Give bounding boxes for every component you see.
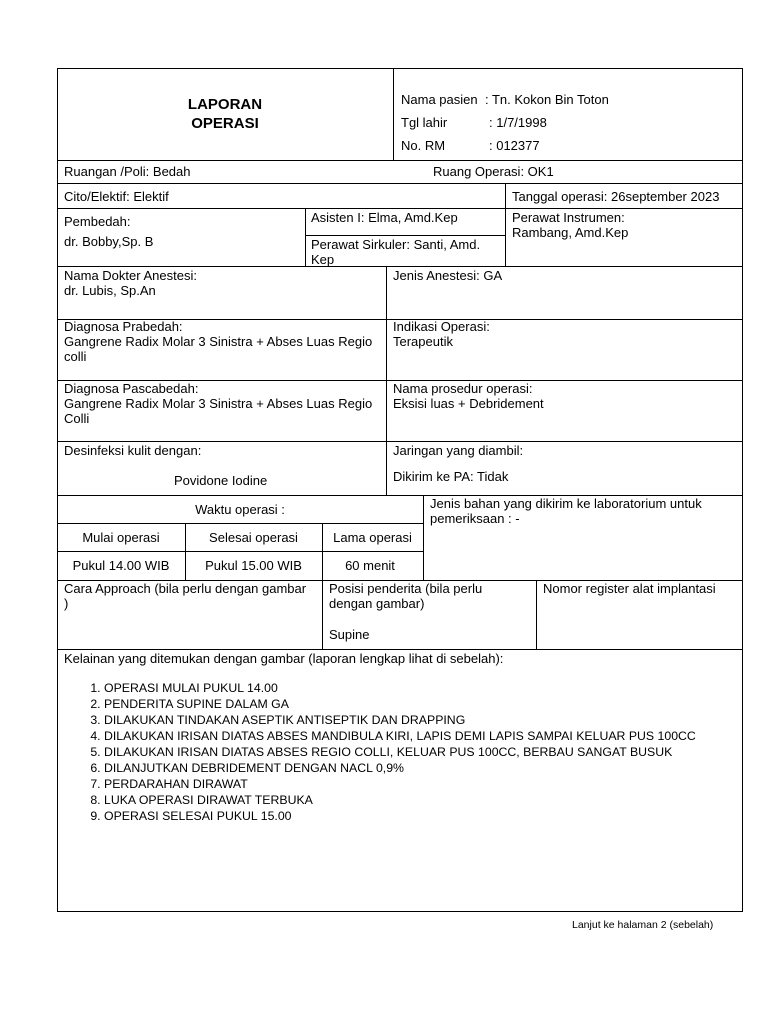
patient-name-value: : Tn. Kokon Bin Toton [485,92,609,107]
list-item: 3. DILAKUKAN TINDAKAN ASEPTIK ANTISEPTIK DAN DRAPPING [104,712,768,728]
patient-name-label: Nama pasien [401,92,478,107]
diagnosa-pra-label: Diagnosa Prabedah: [64,319,183,334]
lama-operasi-label: Lama operasi [333,530,412,545]
report-title-line1: LAPORAN [187,96,263,113]
dokter-anestesi-label: Nama Dokter Anestesi: [64,268,197,283]
desinfeksi-value: Povidone Iodine [174,473,268,488]
mulai-operasi-value: Pukul 14.00 WIB [72,558,170,573]
row-divider [57,160,743,161]
cell-divider [305,235,505,236]
selesai-operasi-value: Pukul 15.00 WIB [205,558,302,573]
perawat-instrumen-label: Perawat Instrumen: [512,210,625,225]
findings-list [58,680,768,824]
report-title-line2: OPERASI [191,115,259,132]
list-item: 6. DILANJUTKAN DEBRIDEMENT DENGAN NACL 0,9% [104,760,768,776]
pembedah-label: Pembedah: [64,214,131,229]
pembedah-value: dr. Bobby,Sp. B [64,234,154,249]
diagnosa-pra-value: Gangrene Radix Molar 3 Sinistra + Abses Luas Regio colli [64,334,373,364]
col-divider [305,208,306,266]
continue-note: Lanjut ke halaman 2 (sebelah) [572,919,714,931]
waktu-operasi-label: Waktu operasi : [195,502,285,517]
col-divider [505,183,506,266]
posisi-penderita-label: Posisi penderita (bila perlu dengan gambar) [329,581,483,611]
asisten-field: Asisten I: Elma, Amd.Kep [311,210,458,225]
list-item: 4. DILAKUKAN IRISAN DIATAS ABSES MANDIBULA KIRI, LAPIS DEMI LAPIS SAMPAI KELUAR PUS 100CC [104,728,768,744]
cell-divider [57,523,423,524]
posisi-penderita-value: Supine [329,627,370,642]
ruangan-field: Ruangan /Poli: Bedah [64,164,191,179]
lama-operasi-value: 60 menit [345,558,395,573]
prosedur-label: Nama prosedur operasi: [393,381,533,396]
diagnosa-pasca-label: Diagnosa Pascabedah: [64,381,199,396]
dokter-anestesi-value: dr. Lubis, Sp.An [64,283,156,298]
dikirim-pa-field: Dikirim ke PA: Tidak [393,469,509,484]
dob-label: Tgl lahir [401,115,448,130]
row-divider [57,649,743,650]
mulai-operasi-label: Mulai operasi [82,530,160,545]
col-divider [386,266,387,495]
indikasi-label: Indikasi Operasi: [393,319,490,334]
desinfeksi-label: Desinfeksi kulit dengan: [64,443,202,458]
col-divider [393,68,394,160]
jaringan-label: Jaringan yang diambil: [393,443,524,458]
cell-divider [57,551,423,552]
selesai-operasi-label: Selesai operasi [209,530,298,545]
rm-value: : 012377 [489,138,540,153]
kelainan-label: Kelainan yang ditemukan dengan gambar (laporan lengkap lihat di sebelah): [64,651,504,666]
list-item: 7. PERDARAHAN DIRAWAT [104,776,768,792]
nomor-register-field: Nomor register alat implantasi [543,581,716,596]
perawat-instrumen-value: Rambang, Amd.Kep [512,225,629,240]
cito-elektif-field: Cito/Elektif: Elektif [64,189,169,204]
row-divider [57,208,743,209]
list-item: 1. OPERASI MULAI PUKUL 14.00 [104,680,768,696]
perawat-sirkuler-field: Perawat Sirkuler: Santi, Amd. Kep [311,237,481,267]
diagnosa-pasca-value: Gangrene Radix Molar 3 Sinistra + Abses Luas Regio Colli [64,396,373,426]
list-item: 2. PENDERITA SUPINE DALAM GA [104,696,768,712]
col-divider [423,495,424,580]
bahan-lab-field: Jenis bahan yang dikirim ke laboratorium untuk pemeriksaan : - [430,496,702,526]
jenis-anestesi-field: Jenis Anestesi: GA [393,268,503,283]
row-divider [57,441,743,442]
cara-approach-field: Cara Approach (bila perlu dengan gambar ) [64,581,307,611]
prosedur-value: Eksisi luas + Debridement [393,396,544,411]
row-divider [57,183,743,184]
indikasi-value: Terapeutik [393,334,453,349]
ruang-operasi-field: Ruang Operasi: OK1 [433,164,554,179]
dob-value: : 1/7/1998 [489,115,547,130]
col-divider [536,580,537,649]
list-item: 8. LUKA OPERASI DIRAWAT TERBUKA [104,792,768,808]
list-item: 5. DILAKUKAN IRISAN DIATAS ABSES REGIO COLLI, KELUAR PUS 100CC, BERBAU SANGAT BUSUK [104,744,768,760]
list-item: 9. OPERASI SELESAI PUKUL 15.00 [104,808,768,824]
tanggal-operasi-field: Tanggal operasi: 26september 2023 [512,189,720,204]
rm-label: No. RM [401,138,446,153]
